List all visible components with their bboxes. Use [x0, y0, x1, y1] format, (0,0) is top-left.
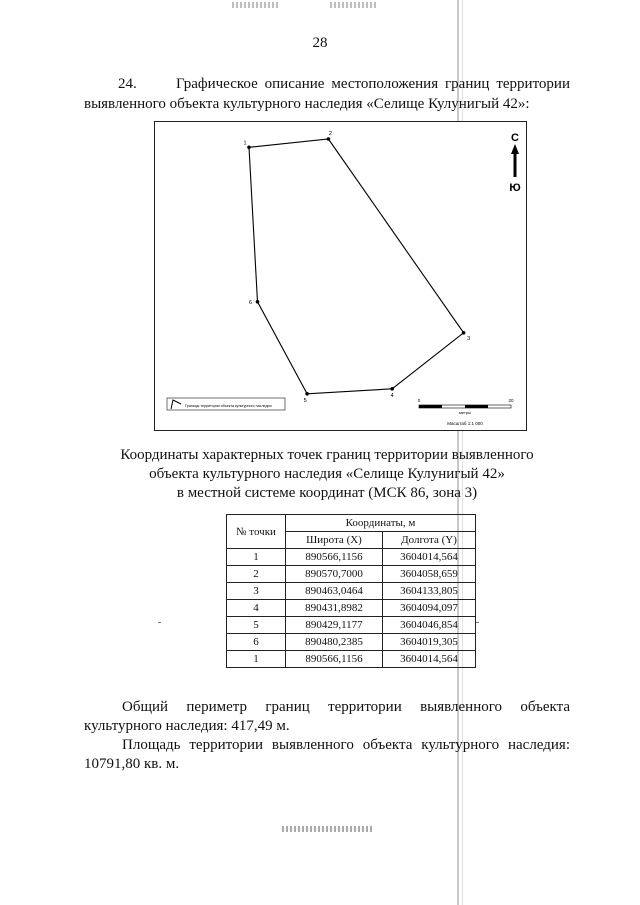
cell-x: 890566,1156: [286, 549, 383, 566]
boundary-point-marker: [462, 331, 466, 335]
cell-y: 3604094,097: [383, 600, 476, 617]
coordinates-caption-line: Координаты характерных точек границ территории выявленного: [120, 447, 534, 463]
table-row: [227, 600, 476, 617]
cell-point: 4: [227, 600, 286, 617]
scan-speck: [158, 622, 161, 623]
cell-y: 3604014,564: [383, 549, 476, 566]
column-header-x: Широта (X): [286, 532, 383, 549]
column-header-point: № точки: [227, 515, 286, 549]
boundary-point-marker: [305, 392, 309, 396]
north-arrow: [509, 132, 520, 194]
table-row: [227, 651, 476, 668]
legend-symbol: [171, 400, 181, 409]
north-arrow-shaft: [514, 153, 517, 177]
boundary-point-label: 1: [243, 140, 247, 147]
coordinates-caption: [84, 446, 570, 503]
table-row: [227, 634, 476, 651]
boundary-point-label: 2: [328, 131, 332, 137]
cell-x: 890570,7000: [286, 566, 383, 583]
scan-smudge: [232, 2, 280, 8]
cell-point: 5: [227, 617, 286, 634]
table-row: [227, 617, 476, 634]
north-arrow-head: [511, 144, 519, 154]
boundary-map-canvas: [155, 122, 528, 432]
cell-x: 890429,1177: [286, 617, 383, 634]
scale-left-label: 0: [417, 398, 421, 403]
boundary-point-marker: [247, 146, 251, 150]
boundary-point-label: 3: [467, 335, 471, 342]
column-header-y: Долгота (Y): [383, 532, 476, 549]
section-heading: [84, 74, 570, 114]
cell-point: 6: [227, 634, 286, 651]
signature-mark: [282, 826, 372, 832]
cell-y: 3604133,805: [383, 583, 476, 600]
scale-right-label: 20: [508, 398, 514, 403]
area-paragraph: Площадь территории выявленного объекта культурного наследия: 10791,80 кв. м.: [84, 737, 570, 772]
cell-x: 890480,2385: [286, 634, 383, 651]
scan-speck: [476, 622, 479, 623]
coordinates-caption-line: объекта культурного наследия «Селище Кулунигый 42»: [149, 466, 505, 482]
scale-bar-segment: [465, 405, 488, 408]
north-label: С: [511, 132, 519, 144]
cell-y: 3604058,659: [383, 566, 476, 583]
south-label: Ю: [509, 182, 521, 194]
table-row: [227, 549, 476, 566]
cell-x: 890566,1156: [286, 651, 383, 668]
map-legend: [167, 398, 285, 410]
cell-point: 2: [227, 566, 286, 583]
boundary-point-marker: [327, 137, 331, 141]
cell-point: 1: [227, 549, 286, 566]
cell-x: 890431,8982: [286, 600, 383, 617]
scale-text: Масштаб 1:1 000: [447, 421, 483, 426]
scale-unit: метры: [459, 410, 471, 415]
cell-y: 3604014,564: [383, 651, 476, 668]
table-row: [227, 566, 476, 583]
scale-bar: [418, 398, 514, 426]
scale-bar-segment: [419, 405, 442, 408]
boundary-map: [154, 121, 527, 431]
coordinates-caption-line: в местной системе координат (МСК 86, зона 3): [176, 485, 478, 501]
boundary-point-label: 4: [390, 392, 394, 399]
boundary-point-marker: [256, 300, 260, 304]
cell-y: 3604019,305: [383, 634, 476, 651]
page-number: 28: [312, 35, 328, 51]
cell-x: 890463,0464: [286, 583, 383, 600]
coordinates-table: [226, 514, 476, 668]
boundary-line: [249, 139, 464, 394]
section-heading-text: Графическое описание местоположения границ территории выявленного объекта культурного наследия «Селище Кулунигый 42»:: [84, 76, 570, 112]
scan-smudge: [330, 2, 376, 8]
legend-text: Границы территории объекта культурного наследия: [185, 404, 272, 408]
cell-point: 1: [227, 651, 286, 668]
boundary-polygon-layer: [243, 131, 470, 404]
boundary-point-marker: [390, 387, 394, 391]
column-header-coordinates: Координаты, м: [286, 515, 476, 532]
boundary-point-label: 5: [303, 397, 307, 404]
cell-point: 3: [227, 583, 286, 600]
perimeter-paragraph: Общий периметр границ территории выявленного объекта культурного наследия: 417,49 м.: [84, 699, 570, 734]
boundary-point-label: 6: [248, 299, 253, 306]
cell-y: 3604046,854: [383, 617, 476, 634]
section-number: 24.: [118, 76, 137, 92]
table-row: [227, 583, 476, 600]
